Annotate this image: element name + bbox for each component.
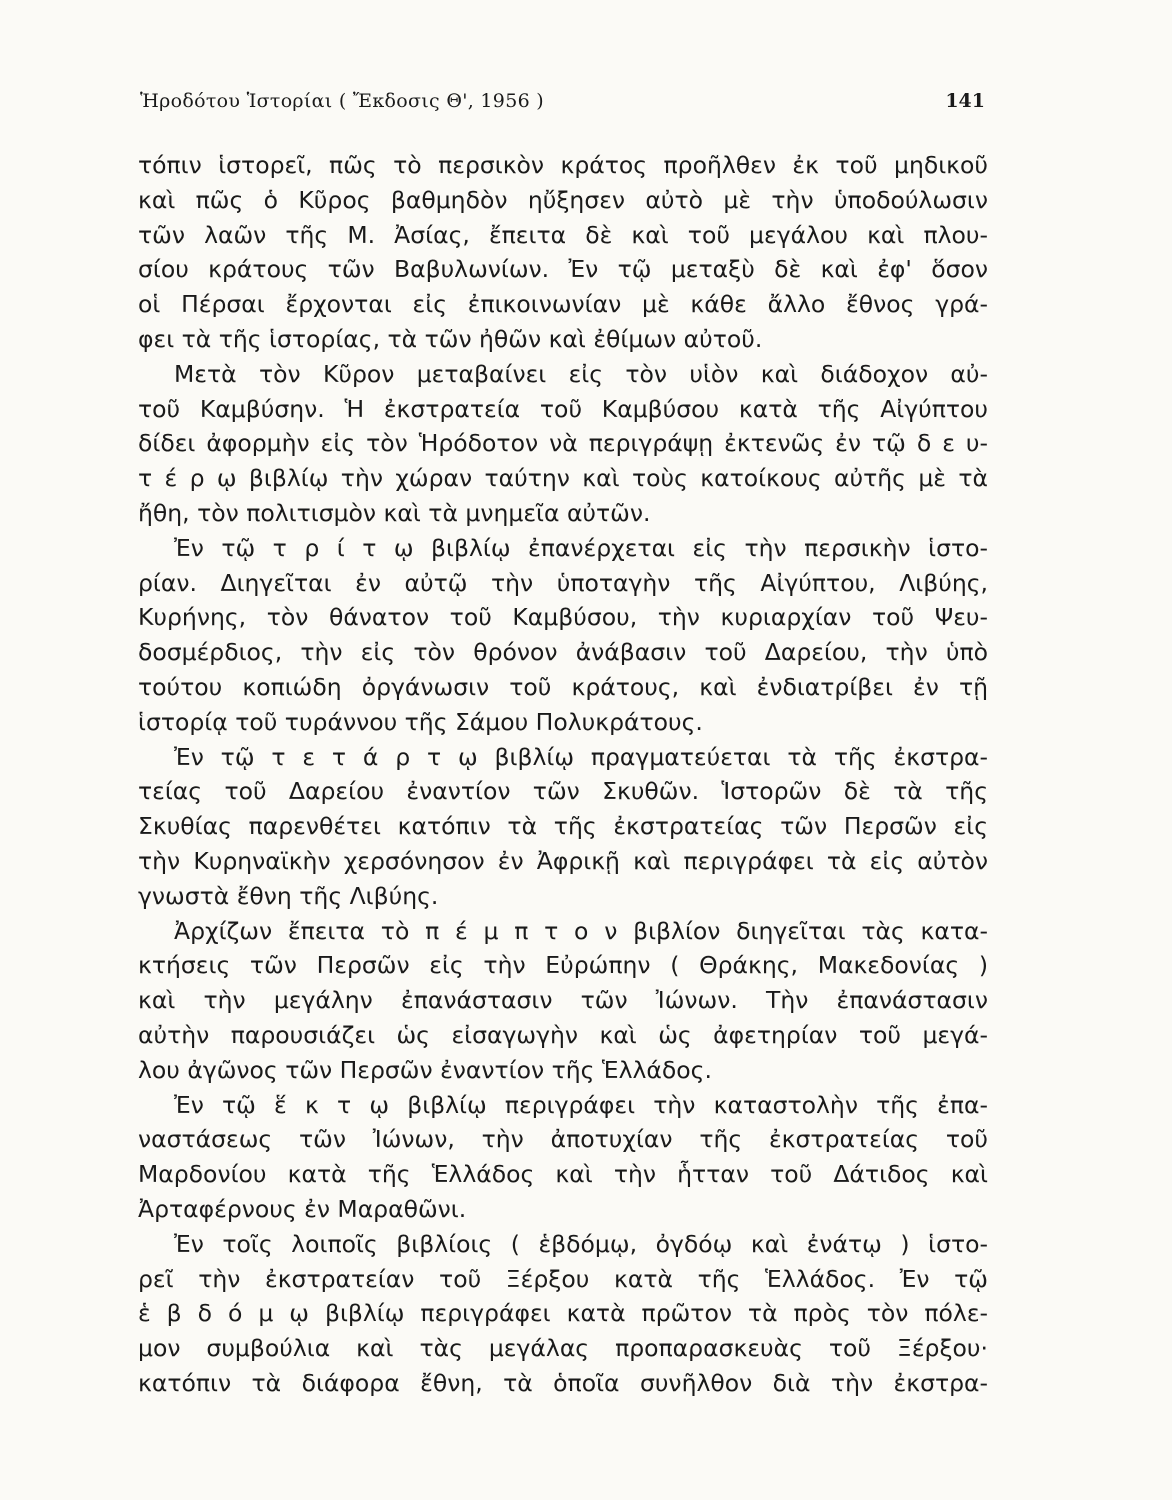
text-line: ἤθη, τὸν πολιτισμὸν καὶ τὰ μνημεῖα αὐτῶν. xyxy=(138,498,651,527)
text-line: γνωστὰ ἔθνη τῆς Λιβύης. xyxy=(138,881,439,910)
running-head xyxy=(140,90,985,120)
text-line: ἑ β δ ό μ ῳ βιβλίῳ περιγράφει κατὰ πρῶτον τὰ πρὸς τὸν πόλε- xyxy=(138,1299,988,1328)
text-line: κατόπιν τὰ διάφορα ἔθνη, τὰ ὁποῖα συνῆλθον διὰ τὴν ἐκστρα- xyxy=(138,1368,988,1397)
text-line: τῶν λαῶν τῆς Μ. Ἀσίας, ἔπειτα δὲ καὶ τοῦ μεγάλου καὶ πλου- xyxy=(138,220,988,249)
text-line: ρεῖ τὴν ἐκστρατείαν τοῦ Ξέρξου κατὰ τῆς Ἑλλάδος. Ἐν τῷ xyxy=(138,1264,988,1293)
text-line: μον συμβούλια καὶ τὰς μεγάλας προπαρασκευὰς τοῦ Ξέρξου· xyxy=(138,1334,988,1363)
text-line: τείας τοῦ Δαρείου ἐναντίον τῶν Σκυθῶν. Ἱστορῶν δὲ τὰ τῆς xyxy=(138,777,988,806)
text-line: τόπιν ἱστορεῖ, πῶς τὸ περσικὸν κράτος προῆλθεν ἐκ τοῦ μηδικοῦ xyxy=(138,151,988,179)
text-line: καὶ πῶς ὁ Κῦρος βαθμηδὸν ηὔξησεν αὐτὸ μὲ τὴν ὑποδούλωσιν xyxy=(138,185,988,214)
text-line: Ἐν τῷ τ ρ ί τ ῳ βιβλίῳ ἐπανέρχεται εἰς τὴν περσικὴν ἱστο- xyxy=(174,533,988,562)
running-title: Ἡροδότου Ἱστορίαι ( Ἔκδοσις Θ', 1956 ) xyxy=(140,90,545,112)
text-line: ρίαν. Διηγεῖται ἐν αὐτῷ τὴν ὑποταγὴν τῆς Αἰγύπτου, Λιβύης, xyxy=(138,568,988,597)
text-line: Ἐν τῷ ἕ κ τ ῳ βιβλίῳ περιγράφει τὴν καταστολὴν τῆς ἐπα- xyxy=(174,1090,988,1119)
text-line: Ἀρχίζων ἔπειτα τὸ π έ μ π τ ο ν βιβλίον διηγεῖται τὰς κατα- xyxy=(174,916,988,945)
body-text xyxy=(138,148,988,1401)
page-number: 141 xyxy=(945,90,985,112)
text-line: ἱστορίᾳ τοῦ τυράννου τῆς Σάμου Πολυκράτους. xyxy=(138,707,703,736)
text-line: Σκυθίας παρενθέτει κατόπιν τὰ τῆς ἐκστρατείας τῶν Περσῶν εἰς xyxy=(138,812,988,841)
text-line: δοσμέρδιος, τὴν εἰς τὸν θρόνον ἀνάβασιν τοῦ Δαρείου, τὴν ὑπὸ xyxy=(138,638,988,667)
text-line: σίου κράτους τῶν Βαβυλωνίων. Ἐν τῷ μεταξὺ δὲ καὶ ἐφ' ὅσον xyxy=(138,255,988,284)
text-line: ναστάσεως τῶν Ἰώνων, τὴν ἀποτυχίαν τῆς ἐκστρατείας τοῦ xyxy=(138,1125,988,1154)
text-line: τὴν Κυρηναϊκὴν χερσόνησον ἐν Ἀφρικῇ καὶ περιγράφει τὰ εἰς αὐτὸν xyxy=(138,846,988,875)
text-line: Μαρδονίου κατὰ τῆς Ἑλλάδος καὶ τὴν ἧτταν τοῦ Δάτιδος καὶ xyxy=(138,1160,988,1189)
text-line: Μετὰ τὸν Κῦρον μεταβαίνει εἰς τὸν υἱὸν καὶ διάδοχον αὐ- xyxy=(174,359,988,388)
text-line: Ἐν τῷ τ ε τ ά ρ τ ῳ βιβλίῳ πραγματεύεται τὰ τῆς ἐκστρα- xyxy=(174,742,988,771)
text-line: καὶ τὴν μεγάλην ἐπανάστασιν τῶν Ἰώνων. Τὴν ἐπανάστασιν xyxy=(138,986,988,1015)
text-line: κτήσεις τῶν Περσῶν εἰς τὴν Εὐρώπην ( Θράκης, Μακεδονίας ) xyxy=(138,951,988,980)
text-line: τούτου κοπιώδη ὀργάνωσιν τοῦ κράτους, καὶ ἐνδιατρίβει ἐν τῇ xyxy=(138,672,988,701)
text-line: Κυρήνης, τὸν θάνατον τοῦ Καμβύσου, τὴν κυριαρχίαν τοῦ Ψευ- xyxy=(138,603,988,632)
text-line: τοῦ Καμβύσην. Ἡ ἐκστρατεία τοῦ Καμβύσου κατὰ τῆς Αἰγύπτου xyxy=(138,394,988,423)
text-line: φει τὰ τῆς ἱστορίας, τὰ τῶν ἠθῶν καὶ ἐθίμων αὐτοῦ. xyxy=(138,324,763,353)
text-line: Ἐν τοῖς λοιποῖς βιβλίοις ( ἑβδόμῳ, ὀγδόῳ καὶ ἐνάτῳ ) ἱστο- xyxy=(174,1229,988,1258)
text-line: οἱ Πέρσαι ἔρχονται εἰς ἐπικοινωνίαν μὲ κάθε ἄλλο ἔθνος γρά- xyxy=(138,290,988,319)
text-line: δίδει ἀφορμὴν εἰς τὸν Ἡρόδοτον νὰ περιγράψῃ ἐκτενῶς ἐν τῷ δ ε υ- xyxy=(138,429,988,458)
text-line: Ἀρταφέρνους ἐν Μαραθῶνι. xyxy=(138,1194,467,1223)
text-line: λου ἀγῶνος τῶν Περσῶν ἐναντίον τῆς Ἑλλάδος. xyxy=(138,1055,712,1084)
text-line: αὐτὴν παρουσιάζει ὡς εἰσαγωγὴν καὶ ὡς ἀφετηρίαν τοῦ μεγά- xyxy=(138,1020,988,1049)
text-line: τ έ ρ ῳ βιβλίῳ τὴν χώραν ταύτην καὶ τοὺς κατοίκους αὐτῆς μὲ τὰ xyxy=(138,464,988,493)
